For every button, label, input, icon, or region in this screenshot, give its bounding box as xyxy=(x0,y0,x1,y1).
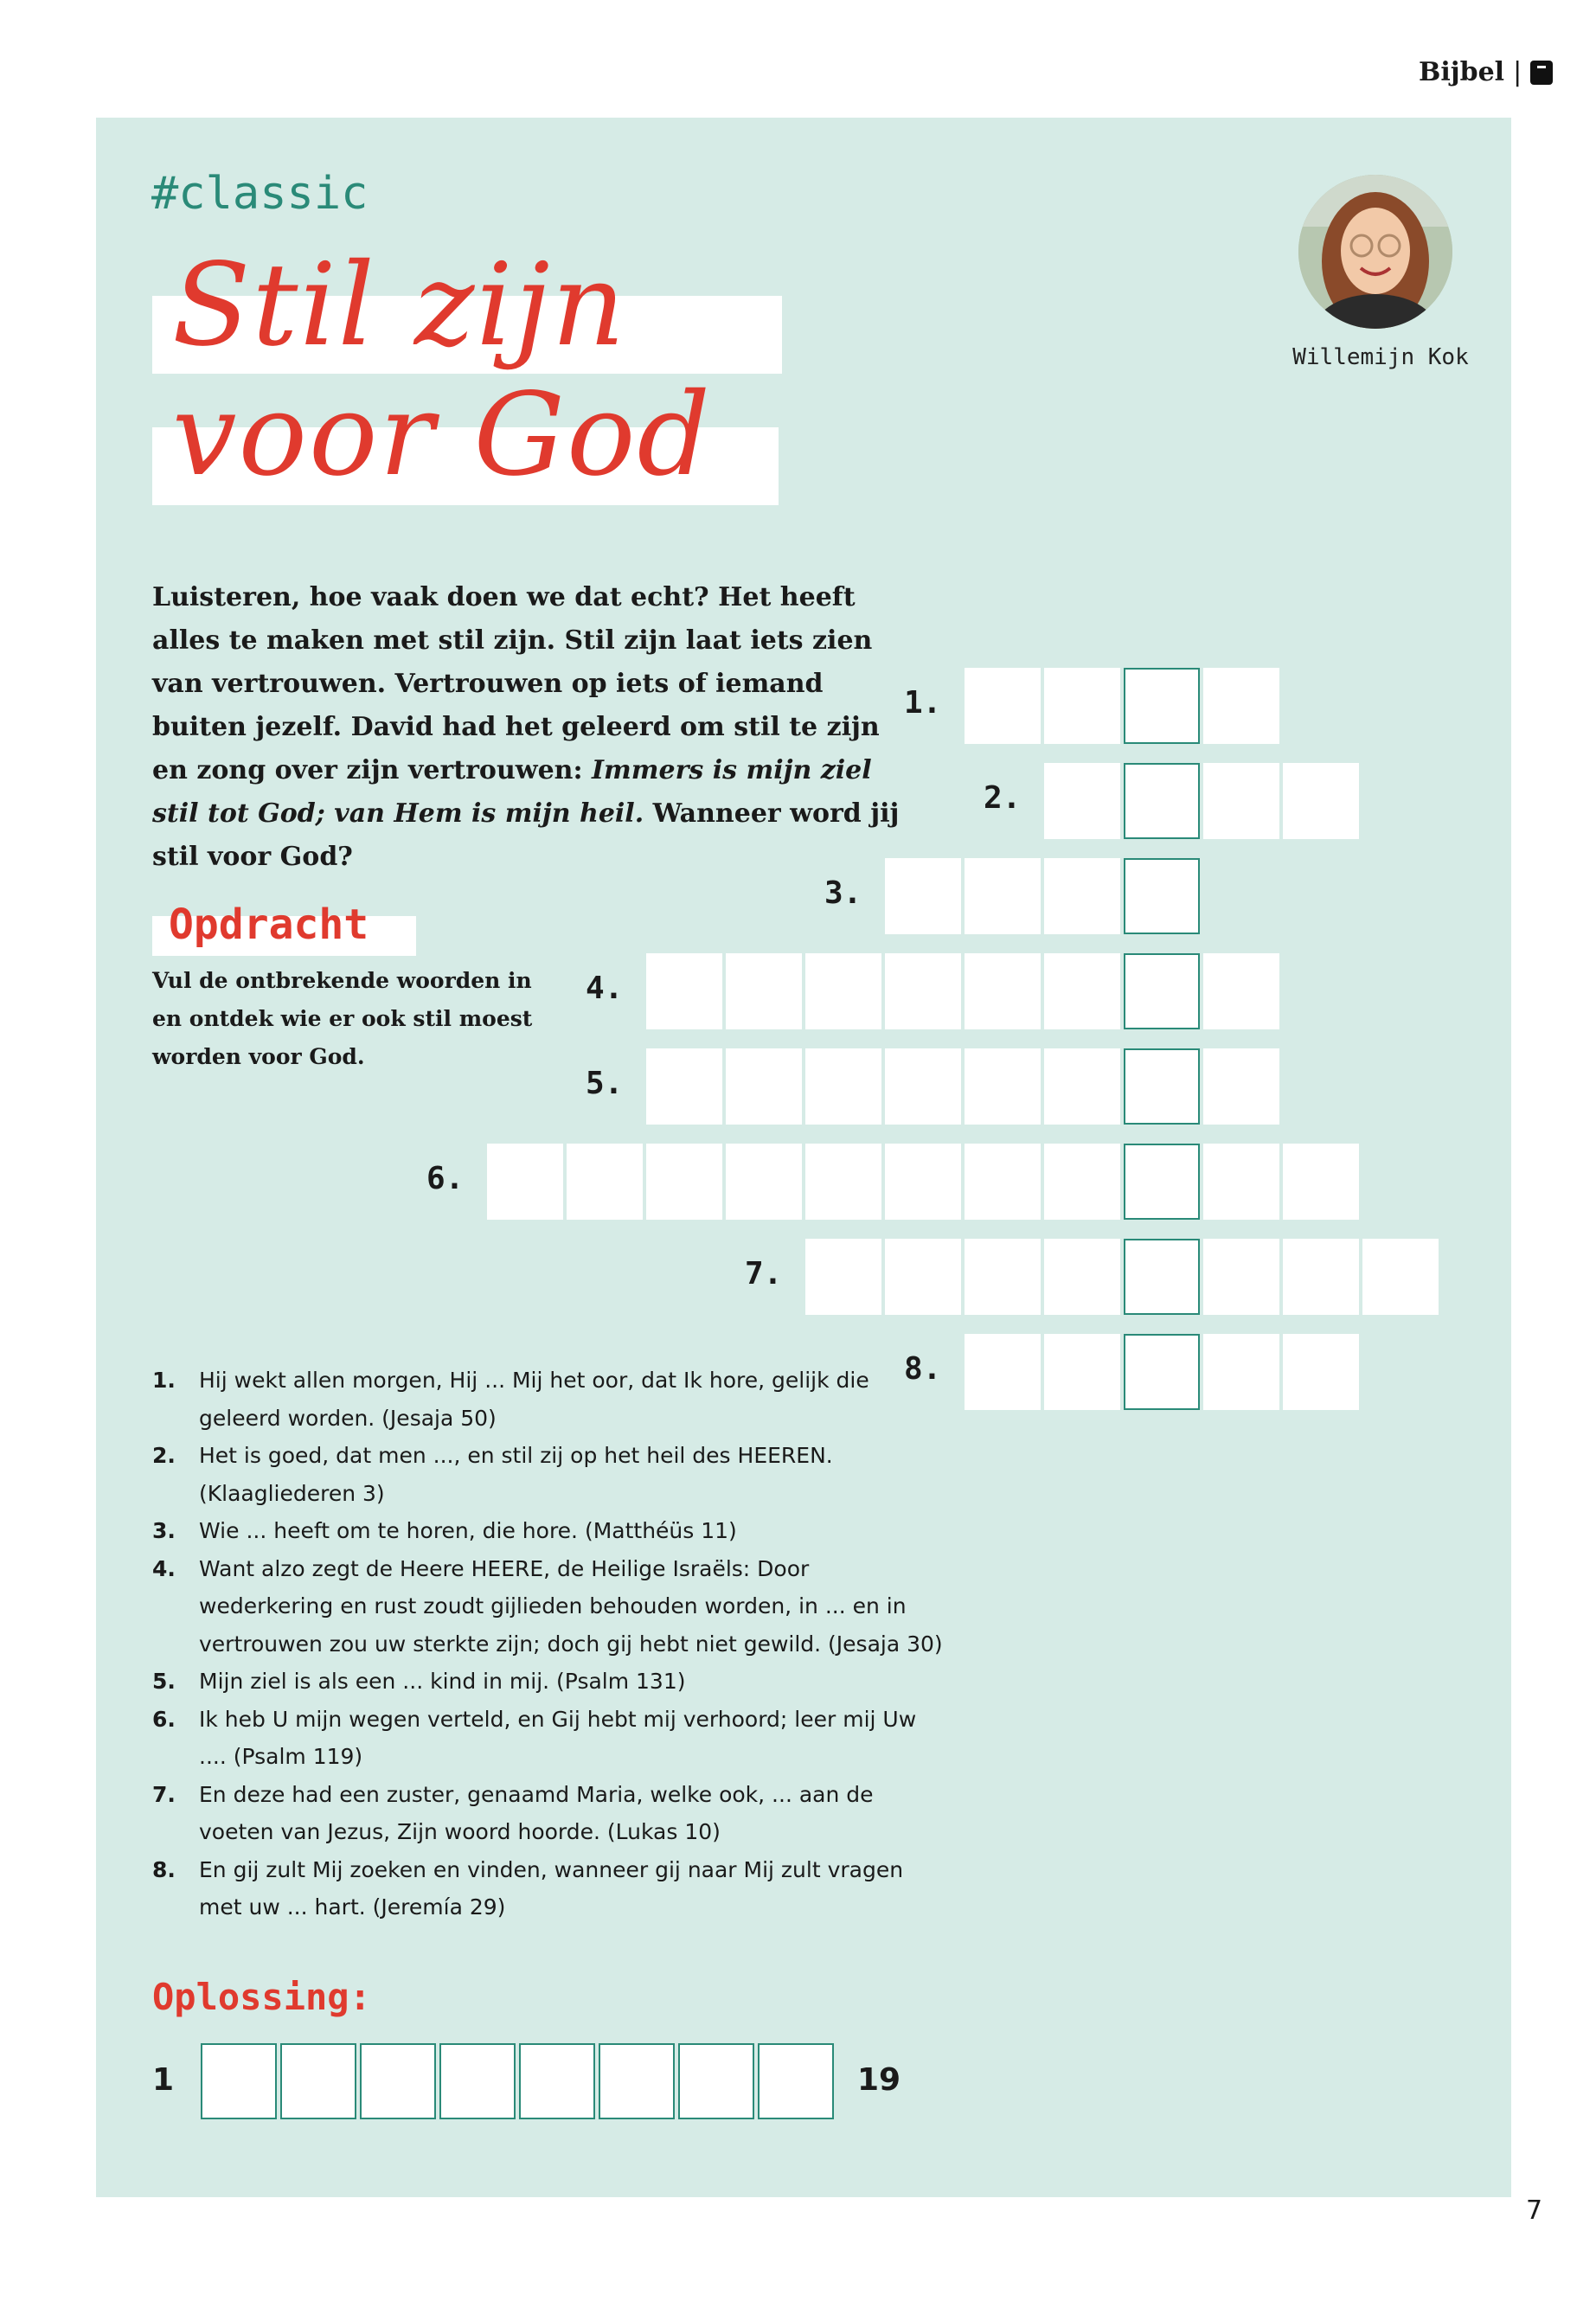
puzzle-row-number: 3. xyxy=(824,875,862,911)
puzzle-row-number: 1. xyxy=(904,685,942,721)
puzzle-cell[interactable] xyxy=(1203,1239,1279,1315)
clue-item xyxy=(152,1362,948,1437)
puzzle-cell[interactable] xyxy=(1203,1144,1279,1220)
clue-number: 5. xyxy=(152,1669,176,1694)
author-photo xyxy=(1298,175,1452,329)
clue-item xyxy=(152,1550,948,1663)
clue-list xyxy=(152,1362,948,1926)
title-line-1: Stil zijn xyxy=(172,239,627,372)
section-separator: | xyxy=(1513,57,1522,87)
puzzle-key-cell[interactable] xyxy=(1124,1239,1200,1315)
puzzle-cell[interactable] xyxy=(885,858,961,934)
puzzle-cell[interactable] xyxy=(1203,1334,1279,1410)
puzzle-cell[interactable] xyxy=(646,1048,722,1125)
puzzle-key-cell[interactable] xyxy=(1124,668,1200,744)
puzzle-cell[interactable] xyxy=(1203,1048,1279,1125)
puzzle-row-number: 7. xyxy=(745,1256,783,1292)
puzzle-cell[interactable] xyxy=(487,1144,563,1220)
puzzle-cell[interactable] xyxy=(1203,953,1279,1029)
puzzle-cell[interactable] xyxy=(805,953,881,1029)
puzzle-cell[interactable] xyxy=(1044,1334,1120,1410)
puzzle-cell[interactable] xyxy=(965,1239,1041,1315)
opdracht-text: Vul de ontbrekende woorden in en ontdek wie er ook stil moest worden voor God. xyxy=(152,968,533,1069)
puzzle-cell[interactable] xyxy=(1044,1144,1120,1220)
clue-item xyxy=(152,1437,948,1512)
clue-text: En gij zult Mij zoeken en vinden, wanneer gij naar Mij zult vragen met uw ... hart. (Jeremía 29) xyxy=(199,1856,904,1920)
puzzle-key-cell[interactable] xyxy=(1124,1334,1200,1410)
section-label: Bijbel xyxy=(1419,57,1505,87)
puzzle-cell[interactable] xyxy=(805,1239,881,1315)
clue-item xyxy=(152,1663,948,1701)
solution-cell[interactable] xyxy=(280,2043,356,2119)
puzzle-row-number: 8. xyxy=(904,1351,942,1387)
puzzle-cell[interactable] xyxy=(965,1048,1041,1125)
puzzle-cell[interactable] xyxy=(885,1144,961,1220)
puzzle-row-number: 2. xyxy=(984,780,1022,816)
puzzle-cell[interactable] xyxy=(1044,1048,1120,1125)
puzzle-cell[interactable] xyxy=(646,953,722,1029)
clue-item xyxy=(152,1776,948,1851)
page-number: 7 xyxy=(1526,2195,1543,2226)
puzzle-panel xyxy=(96,118,1511,2197)
puzzle-cell[interactable] xyxy=(1283,1334,1359,1410)
title-line-2: voor God xyxy=(172,369,712,502)
puzzle-cell[interactable] xyxy=(885,1239,961,1315)
puzzle-cell[interactable] xyxy=(726,953,802,1029)
clue-item xyxy=(152,1701,948,1776)
solution-cell[interactable] xyxy=(758,2043,834,2119)
solution-cell[interactable] xyxy=(201,2043,277,2119)
puzzle-cell[interactable] xyxy=(805,1048,881,1125)
puzzle-cell[interactable] xyxy=(1044,763,1120,839)
clue-item xyxy=(152,1851,948,1926)
puzzle-cell[interactable] xyxy=(1283,763,1359,839)
puzzle-cell[interactable] xyxy=(726,1144,802,1220)
puzzle-cell[interactable] xyxy=(1044,668,1120,744)
puzzle-cell[interactable] xyxy=(1283,1144,1359,1220)
solution-cell[interactable] xyxy=(439,2043,516,2119)
author-avatar xyxy=(1298,175,1452,329)
clue-text: Mijn ziel is als een ... kind in mij. (Psalm 131) xyxy=(199,1669,686,1694)
puzzle-row-number: 4. xyxy=(586,971,624,1006)
category-tag: #classic xyxy=(151,168,369,220)
puzzle-cell[interactable] xyxy=(1044,953,1120,1029)
clue-number: 6. xyxy=(152,1706,176,1732)
solution-end-number: 19 xyxy=(857,2062,901,2098)
solution-title: Oplossing: xyxy=(152,1976,371,2018)
clue-number: 2. xyxy=(152,1443,176,1468)
puzzle-cell[interactable] xyxy=(646,1144,722,1220)
puzzle-row-number: 5. xyxy=(586,1066,624,1101)
clue-number: 8. xyxy=(152,1856,176,1882)
clue-number: 3. xyxy=(152,1518,176,1543)
opdracht-title: Opdracht xyxy=(169,901,369,949)
solution-cell[interactable] xyxy=(678,2043,754,2119)
puzzle-cell[interactable] xyxy=(885,1048,961,1125)
puzzle-cell[interactable] xyxy=(1044,1239,1120,1315)
puzzle-key-cell[interactable] xyxy=(1124,1144,1200,1220)
puzzle-cell[interactable] xyxy=(965,668,1041,744)
clue-text: Het is goed, dat men ..., en stil zij op het heil des HEEREN. (Klaagliederen 3) xyxy=(199,1443,833,1506)
puzzle-cell[interactable] xyxy=(965,1334,1041,1410)
puzzle-row-number: 6. xyxy=(426,1161,465,1196)
puzzle-cell[interactable] xyxy=(885,953,961,1029)
clue-number: 4. xyxy=(152,1555,176,1581)
puzzle-cell[interactable] xyxy=(965,1144,1041,1220)
puzzle-cell[interactable] xyxy=(726,1048,802,1125)
puzzle-cell[interactable] xyxy=(1044,858,1120,934)
clue-number: 7. xyxy=(152,1781,176,1807)
puzzle-cell[interactable] xyxy=(567,1144,643,1220)
solution-cell[interactable] xyxy=(360,2043,436,2119)
puzzle-key-cell[interactable] xyxy=(1124,1048,1200,1125)
solution-cell[interactable] xyxy=(519,2043,595,2119)
puzzle-cell[interactable] xyxy=(1203,763,1279,839)
puzzle-key-cell[interactable] xyxy=(1124,953,1200,1029)
section-header xyxy=(1419,57,1557,87)
intro-quote: Immers is mijn ziel stil tot God; van Hem is mijn heil. xyxy=(152,755,872,829)
clue-text: En deze had een zuster, genaamd Maria, welke ook, ... aan de voeten van Jezus, Zijn woord hoorde. (Lukas 10) xyxy=(199,1781,874,1844)
clue-item xyxy=(152,1512,948,1550)
clue-text: Wie ... heeft om te horen, die hore. (Matthéüs 11) xyxy=(199,1518,737,1543)
clue-text: Hij wekt allen morgen, Hij ... Mij het oor, dat Ik hore, gelijk die geleerd worden. (Jesaja 50) xyxy=(199,1368,869,1431)
puzzle-key-cell[interactable] xyxy=(1124,858,1200,934)
intro-after: Wanneer word jij stil voor God? xyxy=(152,798,900,872)
clue-number: 1. xyxy=(152,1368,176,1393)
solution-start-number: 1 xyxy=(152,2062,175,2098)
solution-cell[interactable] xyxy=(599,2043,675,2119)
clue-text: Ik heb U mijn wegen verteld, en Gij hebt mij verhoord; leer mij Uw .... (Psalm 119) xyxy=(199,1706,917,1769)
puzzle-cell[interactable] xyxy=(965,953,1041,1029)
intro-paragraph xyxy=(152,576,905,879)
puzzle-key-cell[interactable] xyxy=(1124,763,1200,839)
puzzle-cell[interactable] xyxy=(1362,1239,1439,1315)
author-name: Willemijn Kok xyxy=(1292,344,1469,370)
puzzle-cell[interactable] xyxy=(1283,1239,1359,1315)
puzzle-cell[interactable] xyxy=(965,858,1041,934)
puzzle-cell[interactable] xyxy=(805,1144,881,1220)
book-icon xyxy=(1530,61,1553,85)
puzzle-cell[interactable] xyxy=(1203,668,1279,744)
clue-text: Want alzo zegt de Heere HEERE, de Heilige Israëls: Door wederkering en rust zoudt gijlieden behouden worden, in ... en in vertrouwen zou uw sterkte zijn; doch gij hebt niet gewild. (Jesaja 30) xyxy=(199,1555,943,1657)
intro-text: Luisteren, hoe vaak doen we dat echt? Het heeft alles te maken met stil zijn. Stil zijn laat iets zien van vertrouwen. Vertrouwen op iets of iemand buiten jezelf. David had het geleerd om stil te zijn en zong over zijn vertrouwen: xyxy=(152,582,880,785)
